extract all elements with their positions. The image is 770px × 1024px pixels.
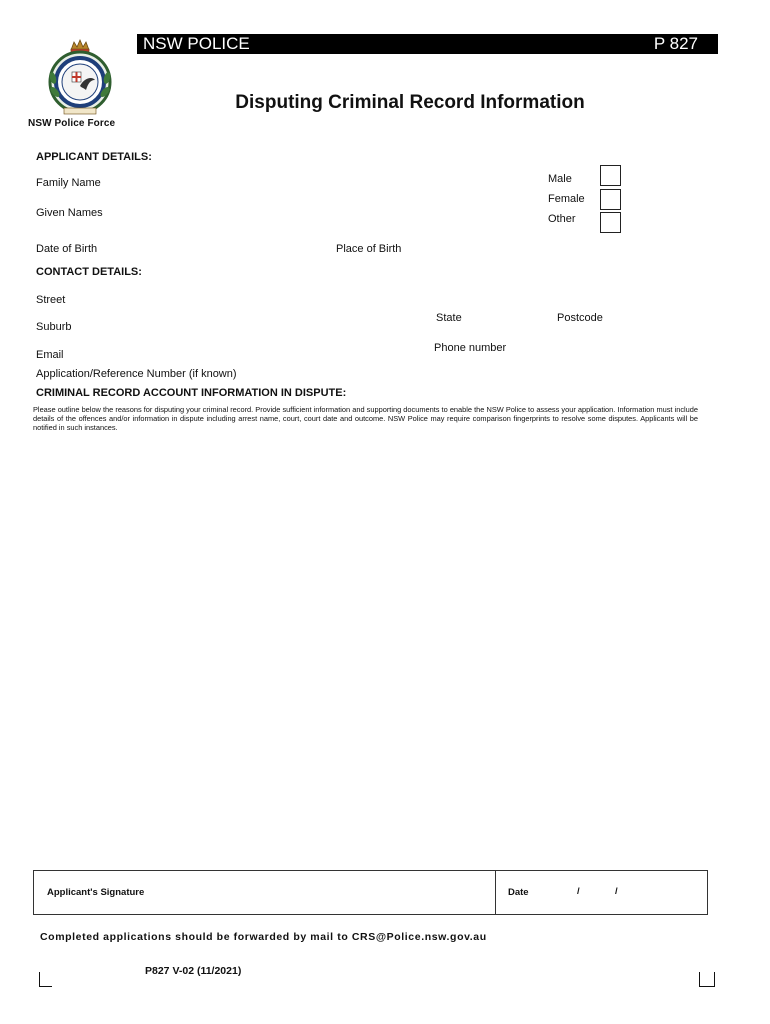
state-label: State [436,312,462,324]
date-separator-2: / [615,886,618,897]
logo-caption: NSW Police Force [28,118,116,129]
corner-mark-right [699,972,715,987]
dispute-text-area[interactable] [33,440,708,860]
gender-other-checkbox[interactable] [600,212,621,233]
dispute-instructions: Please outline below the reasons for disputing your criminal record. Provide sufficient information and supporting documents to enable the NSW Police to assess your application. Information must include details of the offences and/or information in dispute including arrest name, court, court date and outcome. NSW Police may require comparison fingerprints to resolve some disputes. Applicants will be notified in such instances. [33,405,698,432]
suburb-label: Suburb [36,321,72,333]
header-agency: NSW POLICE [143,34,250,53]
street-label: Street [36,294,66,306]
date-of-birth-label: Date of Birth [36,243,98,255]
dispute-heading: CRIMINAL RECORD ACCOUNT INFORMATION IN DISPUTE: [36,387,347,399]
corner-mark-left [39,972,52,987]
applicant-signature-field[interactable] [34,871,494,914]
app-reference-label: Application/Reference Number (if known) [36,368,237,380]
date-label: Date [508,887,529,898]
gender-male-checkbox[interactable] [600,165,621,186]
family-name-label: Family Name [36,177,101,189]
postcode-label: Postcode [557,312,603,324]
email-label: Email [36,349,64,361]
page-title: Disputing Criminal Record Information [235,92,585,113]
gender-female-label: Female [548,193,585,205]
gender-female-checkbox[interactable] [600,189,621,210]
signature-date-field[interactable] [540,871,705,914]
header-bar [137,34,718,54]
contact-details-heading: CONTACT DETAILS: [36,266,142,278]
given-names-label: Given Names [36,207,103,219]
gender-male-label: Male [548,173,572,185]
mail-instructions: Completed applications should be forwarded by mail to CRS@Police.nsw.gov.au [40,931,487,943]
applicant-details-heading: APPLICANT DETAILS: [36,151,152,163]
gender-other-label: Other [548,213,576,225]
phone-label: Phone number [434,342,507,354]
place-of-birth-label: Place of Birth [336,243,402,255]
applicant-signature-label: Applicant's Signature [47,887,145,898]
date-separator-1: / [577,886,580,897]
form-version: P827 V-02 (11/2021) [145,965,242,977]
signature-divider [495,870,496,915]
form-code: P 827 [653,34,698,53]
